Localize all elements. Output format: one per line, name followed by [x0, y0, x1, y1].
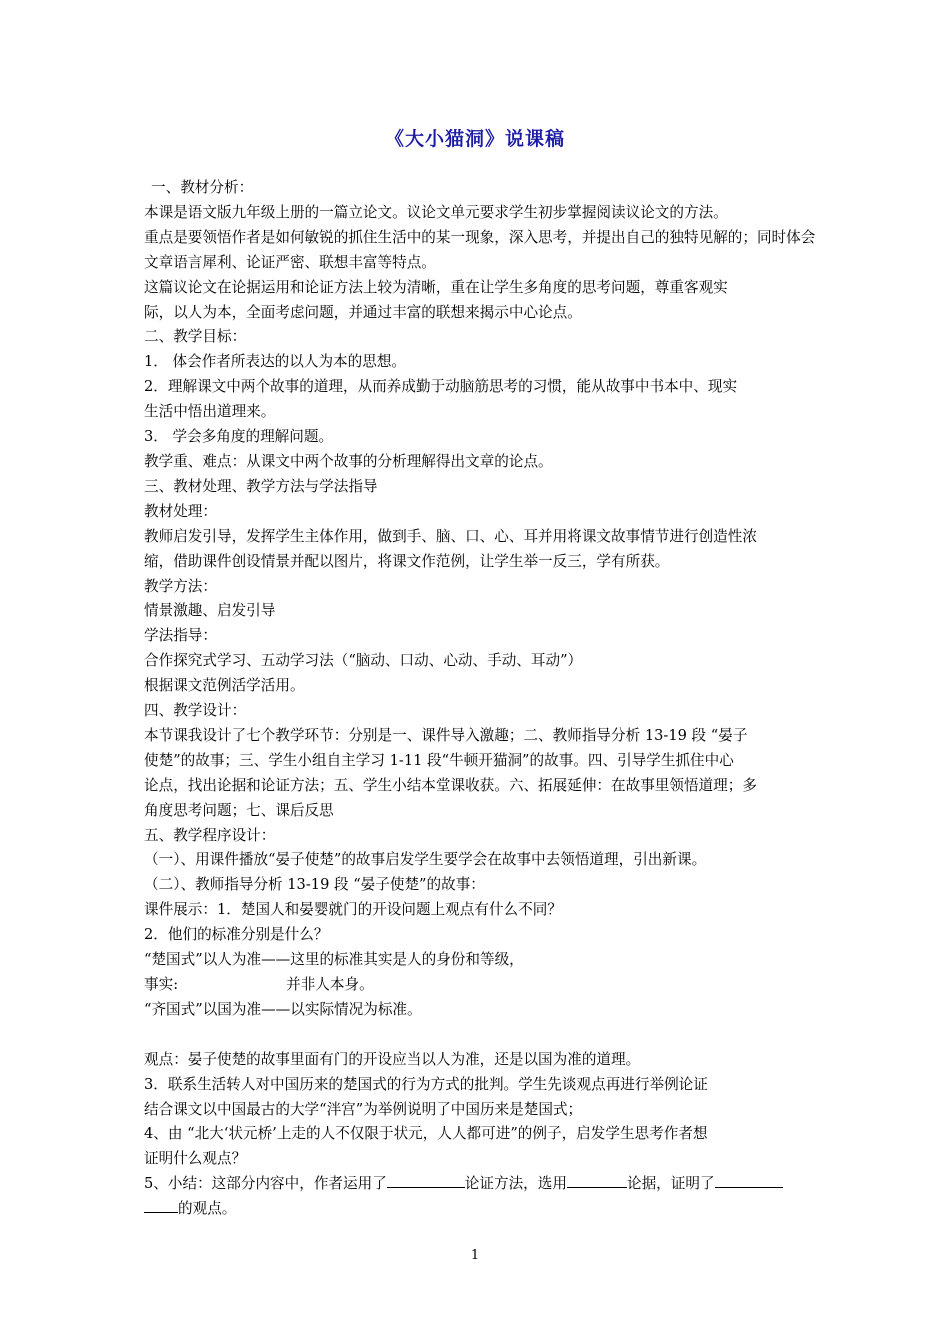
paragraph-line: 论点，找出论据和论证方法；五、学生小结本堂课收获。六、拓展延伸：在故事里领悟道理；多 [144, 776, 757, 794]
subheading: 教学方法： [144, 577, 217, 595]
paragraph-line: 本节课我设计了七个教学环节：分别是一、课件导入激趣；二、教师指导分析 13-19 段 “晏子 [144, 726, 748, 744]
paragraph-line: 缩，借助课件创设情景并配以图片，将课文作范例，让学生举一反三，学有所获。 [144, 552, 670, 570]
paragraph-line: （一）、用课件播放“晏子使楚”的故事启发学生要学会在故事中去领悟道理，引出新课。 [144, 851, 707, 869]
paragraph-line: 观点：晏子使楚的故事里面有门的开设应当以人为准，还是以国为准的道理。 [144, 1050, 641, 1068]
paragraph-line: 结合课文以中国最古的大学“泮宫”为举例说明了中国历来是楚国式； [144, 1100, 583, 1118]
blank-underline [144, 1197, 178, 1213]
summary-mid: 论证方法，选用 [464, 1175, 567, 1193]
section-heading: 四、教学设计： [144, 702, 247, 720]
paragraph-line: 生活中悟出道理来。 [144, 403, 276, 421]
section-heading: 二、教学目标： [144, 328, 247, 346]
paragraph-line: 本课是语文版九年级上册的一篇立论文。议论文单元要求学生初步掌握阅读议论文的方法。 [144, 203, 728, 221]
document-title: 《大小猫洞》说课稿 [384, 128, 565, 150]
summary-prefix: 5、小结：这部分内容中，作者运用了 [144, 1175, 387, 1193]
paragraph-line: 证明什么观点？ [144, 1150, 247, 1168]
paragraph-line: 使楚”的故事；三、学生小组自主学习 1-11 段“牛顿开猫洞”的故事。四、引导学生抓住中心 [144, 751, 734, 769]
fact-line [144, 973, 816, 998]
paragraph-line: 这篇议论文在论据运用和论证方法上较为清晰，重在让学生多角度的思考问题，尊重客观实 [144, 278, 728, 296]
list-item: 1． 体会作者所表达的以人为本的思想。 [144, 353, 407, 371]
paragraph-line: “齐国式”以国为准——以实际情况为标准。 [144, 1000, 422, 1018]
list-item: 3．联系生活转人对中国历来的楚国式的行为方式的批判。学生先谈观点再进行举例论证 [144, 1075, 708, 1093]
paragraph-line: 课件展示：1．楚国人和晏婴就门的开设问题上观点有什么不同？ [144, 901, 562, 919]
blank-underline [715, 1172, 783, 1188]
subheading: 学法指导： [144, 627, 217, 645]
document-body [144, 176, 816, 1222]
paragraph-line: 根据课文范例活学活用。 [144, 677, 305, 695]
subheading: 教材处理： [144, 502, 217, 520]
paragraph-line: “楚国式”以人为准——这里的标准其实是人的身份和等级， [144, 951, 524, 969]
fact-label: 事实: [144, 976, 179, 993]
blank-line [144, 1023, 816, 1048]
list-item: 4、由 “北大‘状元桥’上走的人不仅限于状元，人人都可进”的例子，启发学生思考作者想 [144, 1125, 708, 1143]
section-heading: 五、教学程序设计： [144, 826, 276, 844]
summary-line [144, 1172, 816, 1197]
page-number: 1 [470, 1248, 480, 1263]
list-item: 2．他们的标准分别是什么？ [144, 926, 329, 944]
paragraph-line: 教学重、难点：从课文中两个故事的分析理解得出文章的论点。 [144, 452, 553, 470]
paragraph-line: 角度思考问题；七、课后反思 [144, 801, 334, 819]
summary-mid: 论据，证明了 [626, 1175, 715, 1193]
paragraph-line: 合作探究式学习、五动学习法（“脑动、口动、心动、手动、耳动”） [144, 652, 583, 670]
paragraph-line: 际，以人为本，全面考虑问题，并通过丰富的联想来揭示中心论点。 [144, 303, 582, 321]
fact-text: 并非人本身。 [286, 976, 374, 993]
summary-suffix: 的观点。 [178, 1200, 237, 1218]
paragraph-line: （二）、教师指导分析 13-19 段 “晏子使楚”的故事： [144, 876, 485, 894]
list-item: 2．理解课文中两个故事的道理，从而养成勤于动脑筋思考的习惯，能从故事中书本中、现实 [144, 378, 738, 396]
blank-underline [567, 1172, 627, 1188]
paragraph-line: 教师启发引导，发挥学生主体作用，做到手、脑、口、心、耳并用将课文故事情节进行创造性浓 [144, 527, 757, 545]
paragraph-line: 重点是要领悟作者是如何敏锐的抓住生活中的某一现象，深入思考，并提出自己的独特见解的；同时体会文章语言犀利、论证严密、联想丰富等特点。 [144, 228, 816, 271]
summary-line [144, 1197, 816, 1222]
section-heading: 一、教材分析： [151, 179, 254, 196]
list-item: 3． 学会多角度的理解问题。 [144, 428, 334, 446]
section-heading: 三、教材处理、教学方法与学法指导 [144, 477, 378, 495]
paragraph-line: 情景激趣、启发引导 [144, 602, 276, 620]
blank-underline [387, 1172, 465, 1188]
